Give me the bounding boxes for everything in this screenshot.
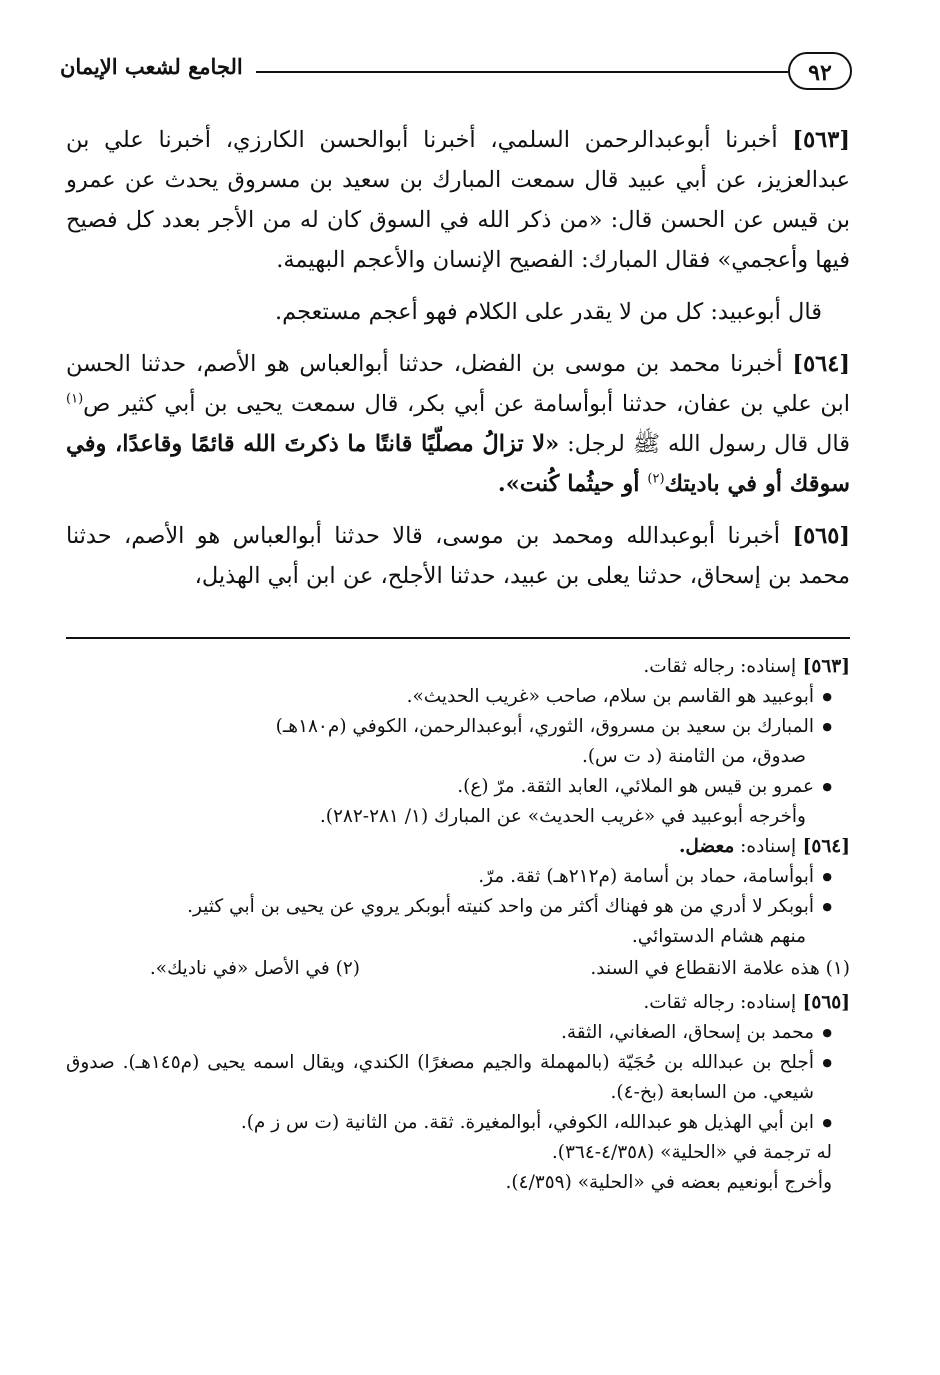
note-continuation: منهم هشام الدستوائي. <box>631 926 806 947</box>
note-label: إسناده: <box>734 836 797 857</box>
comment-text: قال أبوعبيد: كل من لا يقدر على الكلام فهو أعجم مستعجم. <box>275 299 822 325</box>
note-number: [٥٦٥] <box>802 992 850 1013</box>
footnotes-row <box>66 954 850 986</box>
hadith-text: قال قال رسول الله ﷺ لرجل: <box>559 431 850 457</box>
notes-section <box>66 652 850 1198</box>
footnote-divider <box>66 637 850 639</box>
note-value: رجاله ثقات. <box>643 656 735 677</box>
note-bullet: ● عمرو بن قيس هو الملائي، العابد الثقة. مرّ (ع). <box>66 772 850 802</box>
header-rule <box>256 71 788 73</box>
note-bullet: ● أبوبكر لا أدري من هو فهناك أكثر من واحد كنيته أبوبكر يروي عن يحيى بن أبي كثير. <box>66 892 850 922</box>
hadith-564 <box>66 344 850 504</box>
note-bullet: ● أجلح بن عبدالله بن حُجَيّة (بالمهملة والجيم مصغرًا) الكندي، ويقال اسمه يحيى (م١٤٥هـ). صدوق شيعي. من السابعة (بخ-٤). <box>66 1048 850 1108</box>
note-563-head <box>66 652 850 682</box>
page-number: ٩٢ <box>788 52 852 90</box>
footnote-1: (١) هذه علامة الانقطاع في السند. <box>590 958 850 979</box>
note-number: [٥٦٤] <box>802 836 850 857</box>
note-extra: وأخرجه أبوعبيد في «غريب الحديث» عن المبارك (١/ ٢٨١-٢٨٢). <box>319 806 806 827</box>
hadith-563 <box>66 120 850 280</box>
note-564-head <box>66 832 850 862</box>
note-value: معضل. <box>678 836 735 857</box>
note-label: إسناده: <box>734 992 797 1013</box>
note-bullet: ● محمد بن إسحاق، الصغاني، الثقة. <box>66 1018 850 1048</box>
hadith-text: أخبرنا أبوعبدالرحمن السلمي، أخبرنا أبوالحسن الكارزي، أخبرنا علي بن عبدالعزيز، عن أبي عبيد قال سمعت المبارك بن سعيد بن مسروق يحدث عن عمرو بن قيس عن الحسن قال: «من ذكر الله في السوق كان له من الأجر بعدد كل فصيح فيها وأعجمي» فقال المبارك: الفصيح الإنسان والأعجم البهيمة. <box>66 127 850 273</box>
book-title: الجامع لشعب الإيمان <box>60 54 243 79</box>
hadith-text: أخبرنا أبوعبدالله ومحمد بن موسى، قالا حدثنا أبوالعباس هو الأصم، حدثنا محمد بن إسحاق، حدثنا يعلى بن عبيد، حدثنا الأجلح، عن ابن أبي الهذيل، <box>66 523 850 589</box>
note-continuation: له ترجمة في «الحلية» (٤/٣٥٨-٣٦٤). <box>551 1142 832 1163</box>
main-text <box>66 120 850 608</box>
footnote-2: (٢) في الأصل «في ناديك». <box>149 958 360 979</box>
note-bullet: ● أبوأسامة، حماد بن أسامة (م٢١٢هـ) ثقة. مرّ. <box>66 862 850 892</box>
footnote-ref-1[interactable]: (١) <box>66 391 84 407</box>
footnote-ref-2[interactable]: (٢) <box>647 471 665 487</box>
hadith-text: أخبرنا محمد بن موسى بن الفضل، حدثنا أبوالعباس هو الأصم، حدثنا الحسن ابن علي بن عفان، حدثنا أبوأسامة عن أبي بكر، قال سمعت يحيى بن أبي كثير ص <box>66 351 850 417</box>
note-number: [٥٦٣] <box>802 656 850 677</box>
note-label: إسناده: <box>734 656 797 677</box>
hadith-563-comment <box>66 292 850 332</box>
page-header <box>60 52 852 92</box>
hadith-quote: «لا تزالُ مصلّيًا قانتًا ما ذكرتَ الله قائمًا وقاعدًا، وفي سوقك أو في باديتك <box>66 431 850 497</box>
note-value: رجاله ثقات. <box>643 992 735 1013</box>
hadith-number: [٥٦٣] <box>792 127 850 153</box>
note-bullet: ● أبوعبيد هو القاسم بن سلام، صاحب «غريب الحديث». <box>66 682 850 712</box>
note-continuation: صدوق، من الثامنة (د ت س). <box>581 746 806 767</box>
hadith-number: [٥٦٥] <box>792 523 851 549</box>
note-bullet: ● المبارك بن سعيد بن مسروق، الثوري، أبوعبدالرحمن، الكوفي (م١٨٠هـ) <box>66 712 850 742</box>
note-bullet: ● ابن أبي الهذيل هو عبدالله، الكوفي، أبوالمغيرة. ثقة. من الثانية (ت س ز م). <box>66 1108 850 1138</box>
hadith-number: [٥٦٤] <box>792 351 850 377</box>
hadith-quote: أو حيثُما كُنت». <box>497 471 648 497</box>
note-565-head <box>66 988 850 1018</box>
hadith-565 <box>66 516 850 596</box>
note-extra: وأخرج أبونعيم بعضه في «الحلية» (٤/٣٥٩). <box>505 1172 832 1193</box>
